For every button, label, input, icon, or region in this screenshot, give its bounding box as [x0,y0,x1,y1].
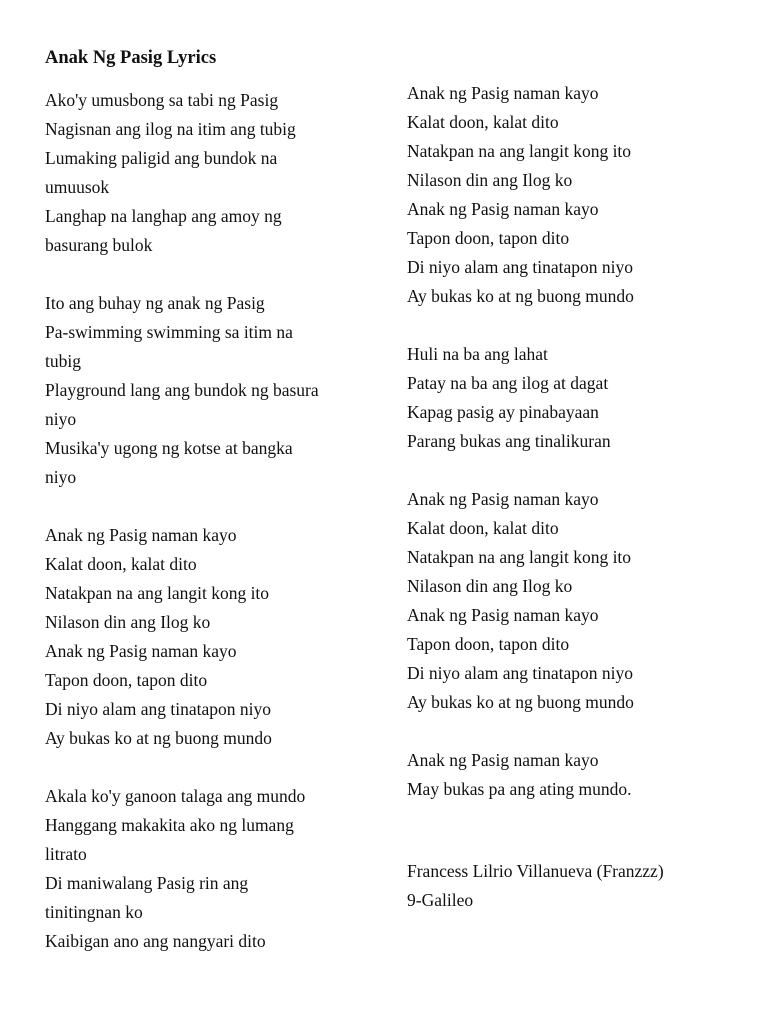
lyric-line: Playground lang ang bundok ng basura [45,380,319,400]
lyric-line: Ay bukas ko at ng buong mundo [45,728,272,748]
lyric-line: Kaibigan ano ang nangyari dito [45,931,266,951]
lyric-line: Ay bukas ko at ng buong mundo [407,692,634,712]
left-stanza-4 [45,782,375,956]
lyric-line: Parang bukas ang tinalikuran [407,431,611,451]
lyric-line: Nilason din ang Ilog ko [45,612,211,632]
lyric-line: Nilason din ang Ilog ko [407,576,573,596]
lyric-line: Akala ko'y ganoon talaga ang mundo [45,786,306,806]
lyric-line: umuusok [45,177,110,197]
lyric-line: Tapon doon, tapon dito [45,670,208,690]
stanza-gap [407,804,747,857]
lyric-line: tinitingnan ko [45,902,143,922]
lyric-line: Anak ng Pasig naman kayo [407,750,599,770]
right-stanza-3 [407,485,747,717]
lyric-line: Anak ng Pasig naman kayo [45,641,237,661]
lyric-line: Tapon doon, tapon dito [407,228,570,248]
author-name: Francess Lilrio Villanueva (Franzzz) [407,861,664,881]
lyric-line: niyo [45,409,77,429]
lyric-line: May bukas pa ang ating mundo. [407,779,632,799]
lyric-line: Kalat doon, kalat dito [45,554,197,574]
stanza-gap [45,753,375,782]
lyric-line: litrato [45,844,87,864]
lyric-line: Anak ng Pasig naman kayo [45,525,237,545]
author-class: 9-Galileo [407,890,474,910]
right-stanza-2 [407,340,747,456]
lyric-line: Nilason din ang Ilog ko [407,170,573,190]
lyric-line: tubig [45,351,81,371]
stanza-gap [45,260,375,289]
lyric-line: Langhap na langhap ang amoy ng [45,206,282,226]
author-credit [407,857,747,915]
lyric-line: Anak ng Pasig naman kayo [407,489,599,509]
lyric-line: Kalat doon, kalat dito [407,112,559,132]
stanza-gap [407,717,747,746]
right-stanza-1 [407,79,747,311]
lyric-line: Kalat doon, kalat dito [407,518,559,538]
lyric-line: Natakpan na ang langit kong ito [407,547,632,567]
lyric-line: Di niyo alam ang tinatapon niyo [45,699,271,719]
lyric-line: Ito ang buhay ng anak ng Pasig [45,293,265,313]
stanza-gap [407,311,747,340]
document-title: Anak Ng Pasig Lyrics [45,48,217,68]
stanza-gap [45,492,375,521]
lyric-line: Tapon doon, tapon dito [407,634,570,654]
lyric-line: Pa-swimming swimming sa itim na [45,322,293,342]
left-stanza-3 [45,521,375,753]
lyric-line: basurang bulok [45,235,153,255]
lyric-line: Nagisnan ang ilog na itim ang tubig [45,119,296,139]
lyric-line: Lumaking paligid ang bundok na [45,148,278,168]
lyric-line: Patay na ba ang ilog at dagat [407,373,609,393]
left-stanza-1 [45,86,375,260]
lyric-line: Natakpan na ang langit kong ito [407,141,632,161]
lyric-line: Anak ng Pasig naman kayo [407,199,599,219]
lyric-line: Hanggang makakita ako ng lumang [45,815,294,835]
left-lyrics-column [45,86,375,956]
left-stanza-2 [45,289,375,492]
lyric-line: Ay bukas ko at ng buong mundo [407,286,634,306]
lyric-line: Di maniwalang Pasig rin ang [45,873,249,893]
lyric-line: Musika'y ugong ng kotse at bangka [45,438,293,458]
lyric-line: Di niyo alam ang tinatapon niyo [407,663,633,683]
lyric-line: Anak ng Pasig naman kayo [407,605,599,625]
stanza-gap [407,456,747,485]
lyric-line: Kapag pasig ay pinabayaan [407,402,599,422]
lyric-line: Ako'y umusbong sa tabi ng Pasig [45,90,279,110]
right-stanza-4 [407,746,747,804]
lyric-line: Natakpan na ang langit kong ito [45,583,270,603]
lyric-line: Anak ng Pasig naman kayo [407,83,599,103]
right-lyrics-column [407,79,747,915]
lyric-line: niyo [45,467,77,487]
lyric-line: Huli na ba ang lahat [407,344,548,364]
lyric-line: Di niyo alam ang tinatapon niyo [407,257,633,277]
